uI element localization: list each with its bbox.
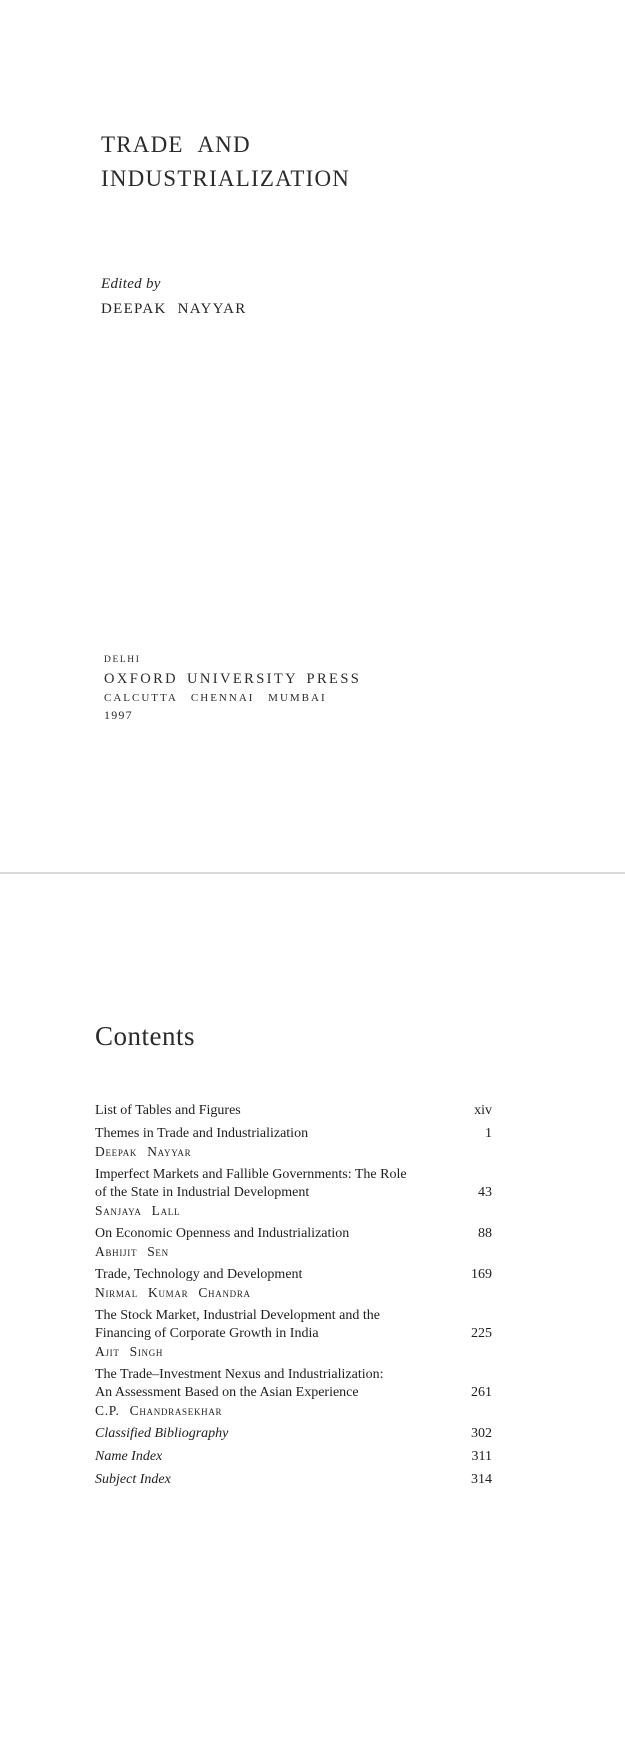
- publication-year: 1997: [104, 708, 133, 722]
- toc-entry-title-line: Classified Bibliography: [95, 1426, 229, 1441]
- toc-entry: [95, 1425, 492, 1443]
- toc-page-number: 311: [471, 1449, 492, 1464]
- toc-author: Sanjaya Lall: [95, 1203, 181, 1218]
- toc-entry-title: [95, 1102, 241, 1120]
- toc-entry-title: [95, 1425, 228, 1443]
- book-title-line-1: TRADE AND: [101, 132, 251, 157]
- toc-author: Nirmal Kumar Chandra: [95, 1285, 251, 1300]
- toc-entry-title-line: List of Tables and Figures: [95, 1103, 241, 1118]
- edited-by-label: Edited by: [101, 276, 161, 292]
- toc-entry-title: [95, 1307, 380, 1343]
- publisher-name: OXFORD UNIVERSITY PRESS: [104, 671, 362, 687]
- imprint-branch-cities: CALCUTTA CHENNAI MUMBAI: [104, 692, 327, 704]
- toc-entry: [95, 1471, 492, 1489]
- toc-page-number: 1: [485, 1126, 492, 1141]
- toc-entry-title-line: The Trade–Investment Nexus and Industrialization:: [95, 1367, 384, 1382]
- toc-page-number: 88: [478, 1226, 492, 1241]
- toc-entry-title-line: of the State in Industrial Development: [95, 1185, 310, 1200]
- toc-entry: [95, 1366, 492, 1420]
- toc-entry: [95, 1125, 492, 1161]
- toc-page-number: 261: [471, 1385, 492, 1400]
- book-title-line-2: INDUSTRIALIZATION: [101, 166, 351, 191]
- toc-page-number: xiv: [474, 1103, 492, 1118]
- toc-entry-title-line: On Economic Openness and Industrialization: [95, 1226, 350, 1241]
- toc-entry-title-line: Financing of Corporate Growth in India: [95, 1326, 319, 1341]
- imprint-city: DELHI: [104, 655, 141, 665]
- toc-page-number: 225: [471, 1326, 492, 1341]
- toc-author: Deepak Nayyar: [95, 1144, 192, 1159]
- imprint-block: [104, 654, 361, 723]
- toc-page-number: 314: [471, 1472, 492, 1487]
- toc-author: C.P. Chandrasekhar: [95, 1403, 223, 1418]
- toc-author: Abhijit Sen: [95, 1244, 169, 1259]
- toc-entry-title: [95, 1166, 407, 1202]
- toc-list: [95, 1102, 492, 1494]
- toc-entry: [95, 1225, 492, 1261]
- toc-entry: [95, 1448, 492, 1466]
- toc-entry-title-line: Imperfect Markets and Fallible Governments: The Role: [95, 1167, 407, 1182]
- toc-entry-title: [95, 1266, 302, 1284]
- toc-entry-title: [95, 1125, 308, 1143]
- toc-entry-title: [95, 1448, 162, 1466]
- toc-entry-title: [95, 1471, 171, 1489]
- toc-entry-title-line: Name Index: [95, 1449, 163, 1464]
- editor-name: DEEPAK NAYYAR: [101, 301, 247, 317]
- toc-entry-title-line: An Assessment Based on the Asian Experience: [95, 1385, 359, 1400]
- toc-entry-title-line: The Stock Market, Industrial Development and the: [95, 1308, 380, 1323]
- contents-heading: Contents: [95, 1021, 196, 1051]
- toc-entry-title-line: Themes in Trade and Industrialization: [95, 1126, 309, 1141]
- toc-entry-title: [95, 1225, 349, 1243]
- toc-entry: [95, 1102, 492, 1120]
- toc-entry: [95, 1166, 492, 1220]
- toc-page-number: 43: [478, 1185, 492, 1200]
- page-divider: [0, 872, 625, 874]
- toc-page-number: 169: [471, 1267, 492, 1282]
- toc-entry: [95, 1307, 492, 1361]
- toc-page-number: 302: [471, 1426, 492, 1441]
- toc-author: Ajit Singh: [95, 1344, 164, 1359]
- toc-entry-title: [95, 1366, 384, 1402]
- toc-entry-title-line: Trade, Technology and Development: [95, 1267, 303, 1282]
- toc-entry: [95, 1266, 492, 1302]
- toc-entry-title-line: Subject Index: [95, 1472, 171, 1487]
- book-title: [101, 128, 350, 196]
